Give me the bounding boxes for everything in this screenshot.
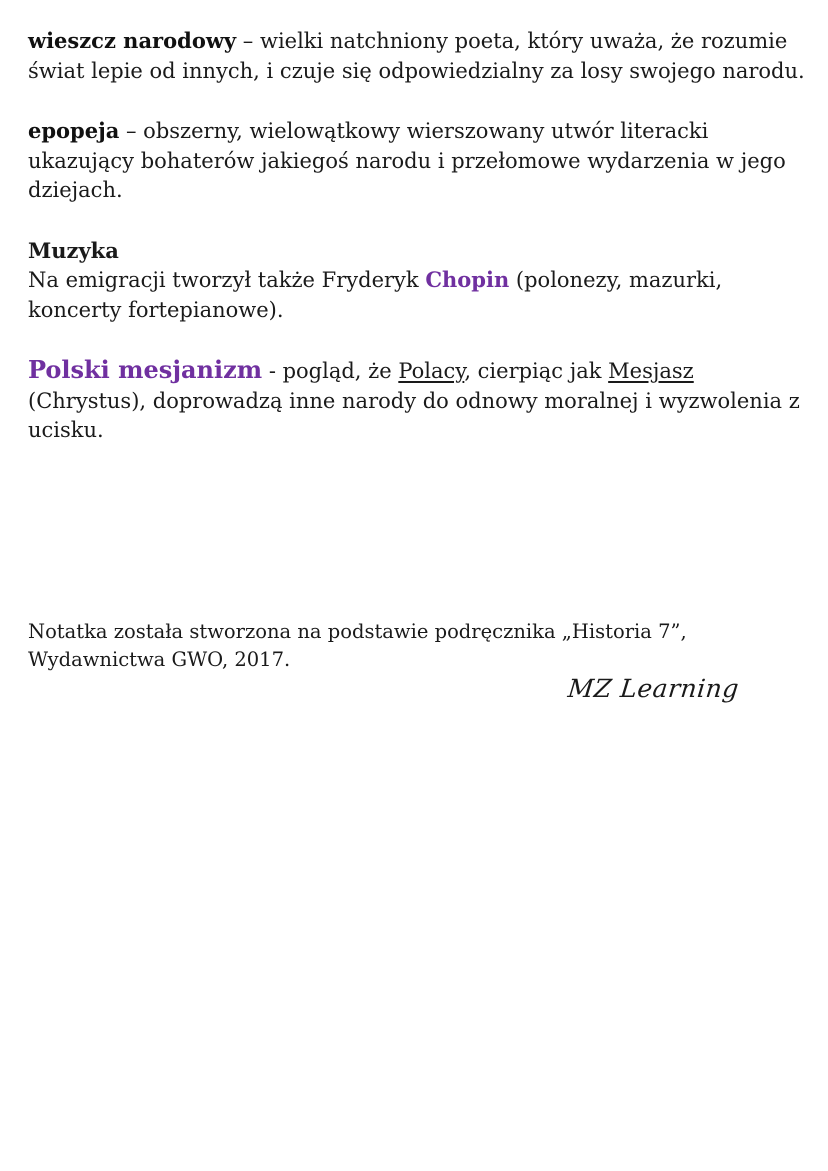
footnote-line-1: Notatka została stworzona na podstawie podręcznika „Historia 7”, bbox=[28, 620, 687, 643]
signature-logo: MZ Learning bbox=[566, 674, 741, 703]
definition-text: obszerny, wielowątkowy wierszowany utwór literacki ukazujący bohaterów jakiegoś narodu i przełomowe wydarzenia w jego dziejach. bbox=[28, 119, 786, 202]
section-heading-muzyka: Muzyka bbox=[28, 237, 119, 263]
underlined-mesjasz: Mesjasz bbox=[608, 359, 694, 383]
text-part-1: - pogląd, że bbox=[262, 359, 399, 383]
term-mesjanizm: Polski mesjanizm bbox=[28, 355, 263, 384]
highlight-chopin: Chopin bbox=[425, 267, 510, 292]
text-part-3: (Chrystus), doprowadzą inne narody do odnowy moralnej i wyzwolenia z ucisku. bbox=[28, 388, 800, 442]
definition-text: wielki natchniony poeta, który uważa, że rozumie świat lepie od innych, i czuje się odpowiedzialny za losy swojego narodu. bbox=[28, 29, 805, 83]
section-text-muzyka bbox=[28, 265, 808, 325]
separator: – bbox=[119, 119, 144, 143]
section-muzyka bbox=[28, 236, 808, 326]
definition-mesjanizm bbox=[28, 355, 808, 446]
separator: – bbox=[236, 29, 260, 53]
text-after: (polonezy, mazurki, koncerty fortepianowe). bbox=[28, 268, 723, 322]
text-before: Na emigracji tworzył także Fryderyk bbox=[28, 268, 426, 292]
source-footnote bbox=[28, 618, 808, 674]
term-wieszcz: wieszcz narodowy bbox=[28, 28, 237, 53]
note-content bbox=[28, 26, 808, 476]
footnote-line-2: Wydawnictwa GWO, 2017. bbox=[28, 648, 291, 671]
definition-epopeja bbox=[28, 116, 808, 206]
text-part-2: , cierpiąc jak bbox=[464, 359, 609, 383]
underlined-polacy: Polacy bbox=[398, 359, 465, 383]
definition-wieszcz bbox=[28, 26, 808, 86]
term-epopeja: epopeja bbox=[28, 118, 120, 143]
